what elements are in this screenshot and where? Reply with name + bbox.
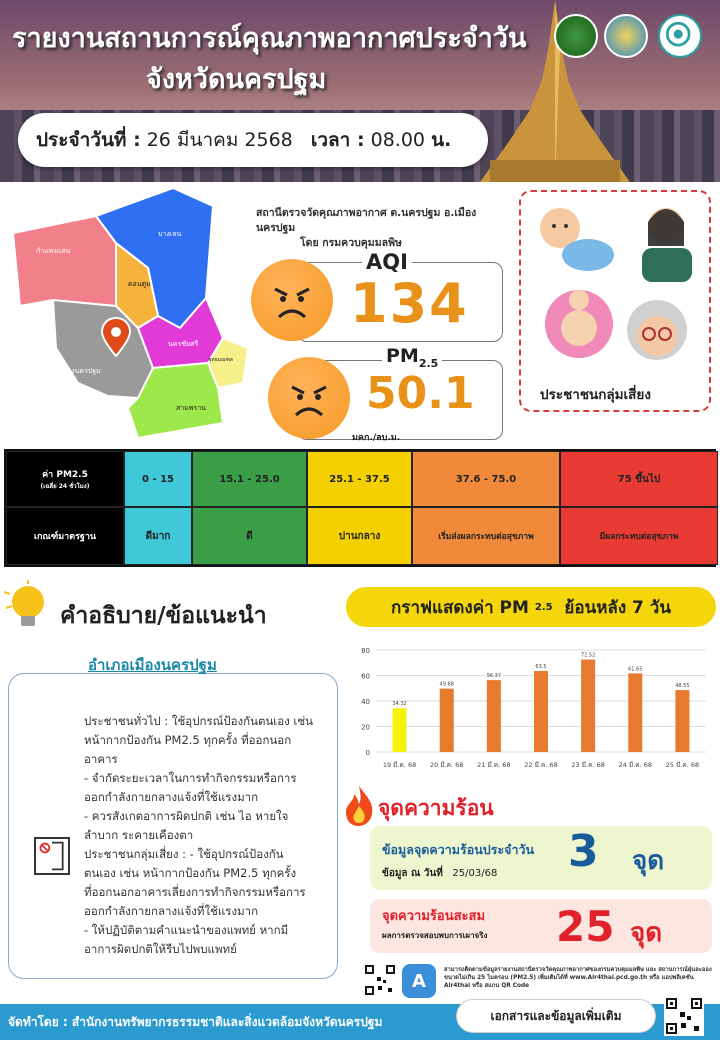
x-tick-label: 25 มี.ค. 68 xyxy=(665,761,700,769)
data-label: 48.55 xyxy=(675,683,690,690)
pm25-bar-chart xyxy=(346,640,716,780)
advice-text xyxy=(84,712,332,959)
advice-line: ตนเอง เช่น หน้ากากป้องกัน PM2.5 ทุกครั้ง xyxy=(84,866,297,880)
level-cell: ดี xyxy=(192,507,307,565)
y-tick-label: 20 xyxy=(361,723,370,732)
aqi-label: AQI xyxy=(362,250,412,274)
advice-district: อำเภอเมืองนครปฐม xyxy=(88,656,217,674)
lightbulb-icon xyxy=(2,578,52,632)
data-label: 63.5 xyxy=(535,664,547,671)
chart-bar xyxy=(440,689,454,752)
range-cell: 15.1 - 25.0 xyxy=(192,451,307,507)
risk-group-label: ประชาชนกลุ่มเสี่ยง xyxy=(540,387,651,403)
angry-face-icon xyxy=(251,259,333,341)
aqi-value: 134 xyxy=(350,272,469,335)
chart-bar xyxy=(534,671,548,752)
graph-title-sub: 2.5 xyxy=(534,601,553,613)
station-info xyxy=(256,206,506,251)
elderly-icon xyxy=(622,298,692,368)
baby-icon xyxy=(530,200,620,280)
y-tick-label: 40 xyxy=(361,698,370,706)
advice-line: ออกกำลังกายกลางแจ้งที่ใช้แรงมาก xyxy=(84,904,259,918)
station-name: สถานีตรวจวัดคุณภาพอากาศ ต.นครปฐม อ.เมืองนครปฐม xyxy=(256,207,477,234)
pcd-logo xyxy=(658,14,702,58)
date-label: ประจำวันที่ : xyxy=(36,129,141,151)
air4thai-app-icon[interactable]: A xyxy=(402,964,436,998)
range-cell: 75 ขึ้นไป xyxy=(560,451,718,507)
time-label: เวลา : xyxy=(310,129,365,151)
advice-line: - จำกัดระยะเวลาในการทำกิจกรรมหรือการ xyxy=(84,771,297,785)
map-label-samphran: สามพราน xyxy=(176,404,206,412)
x-tick-label: 24 มี.ค. 68 xyxy=(618,761,653,769)
pm-header-text: ค่า PM2.5 xyxy=(42,470,88,480)
x-tick-label: 20 มี.ค. 68 xyxy=(429,761,464,769)
advice-line: ที่ออกนอกอาคารเลี่ยงการทำกิจกรรมหรือการ xyxy=(84,885,306,899)
pm25-unit: มคก./ลบ.ม. xyxy=(352,433,401,443)
date-label: ข้อมูล ณ วันที่ xyxy=(382,868,443,879)
advice-line: - ให้ปฏิบัติตามคำแนะนำของแพทย์ หากมี xyxy=(84,923,289,937)
graph-title xyxy=(346,587,716,627)
pm-label-text: PM xyxy=(386,345,419,367)
time-value: 08.00 xyxy=(370,129,426,151)
chart-bar xyxy=(581,660,595,752)
graph-title-text: กราฟแสดงค่า PM xyxy=(391,597,529,618)
table-header-standard: เกณฑ์มาตรฐาน xyxy=(6,507,124,565)
documents-qr-code[interactable] xyxy=(664,996,704,1036)
air4thai-qr-code[interactable] xyxy=(364,964,396,996)
x-tick-label: 19 มี.ค. 68 xyxy=(382,761,417,769)
footer-credit: จัดทำโดย : สำนักงานทรัพยากรธรรมชาติและสิ่งแวดล้อมจังหวัดนครปฐม xyxy=(8,1015,383,1029)
advice-line: ประชาชนกลุ่มเสี่ยง : - ใช้อุปกรณ์ป้องกัน xyxy=(84,847,284,861)
advice-line: ลำบาก ระคายเคืองตา xyxy=(84,828,194,842)
advice-line: ออกกำลังกายกลางแจ้งที่ใช้แรงมาก xyxy=(84,790,259,804)
more-documents-button[interactable]: เอกสารและข้อมูลเพิ่มเติม xyxy=(456,999,656,1033)
chart-bar xyxy=(393,708,407,752)
advice-line: อาคาร xyxy=(84,752,118,766)
hotspot-heading: จุดความร้อน xyxy=(378,796,494,820)
map-label-banglen: บางเลน xyxy=(158,230,182,238)
no-outdoor-icon xyxy=(34,837,70,875)
angry-face-icon xyxy=(268,357,350,439)
level-cell: มีผลกระทบต่อสุขภาพ xyxy=(560,507,718,565)
y-tick-label: 60 xyxy=(361,672,370,681)
pm-header-sub: (เฉลี่ย 24 ชั่วโมง) xyxy=(40,483,90,490)
pm25-label xyxy=(382,345,442,370)
data-label: 49.68 xyxy=(439,681,454,688)
pm25-value: 50.1 xyxy=(366,368,475,419)
province-title: จังหวัดนครปฐม xyxy=(146,64,327,95)
cumulative-hotspot-sub: ผลการตรวจสอบพบการเผาจริง xyxy=(382,931,488,940)
ministry-logo xyxy=(554,14,598,58)
cumulative-hotspot-title: จุดความร้อนสะสม xyxy=(382,909,486,924)
advice-line: - ควรสังเกตอาการผิดปกติ เช่น ไอ หายใจ xyxy=(84,809,289,823)
daily-hotspot-unit: จุด xyxy=(632,846,665,876)
daily-hotspot-date xyxy=(382,866,497,881)
table-header-pm xyxy=(6,451,124,507)
chart-bar xyxy=(487,680,501,752)
daily-hotspot-title: ข้อมูลจุดความร้อนประจำวัน xyxy=(382,842,535,857)
advice-line: อาการผิดปกติให้รีบไปพบแพทย์ xyxy=(84,942,237,956)
fire-icon xyxy=(342,784,376,828)
y-tick-label: 80 xyxy=(361,647,370,655)
info-note: สามารถติดตามข้อมูลรายงานสถานีตรวจวัดคุณภาพอากาศของกรมควบคุมมลพิษ และ สถานการณ์ฝุ่นละอองขนาดไม่เกิน 25 ไมครอน (PM2.5) เพิ่มเติมได้ที่ www.Air4thai.pcd.go.th หรือ แอปพลิเคชัน Air4thai หรือ สแกน QR Code xyxy=(444,967,712,989)
advice-line: หน้ากากป้องกัน PM2.5 ทุกครั้ง ที่ออกนอก xyxy=(84,733,292,747)
sick-woman-icon xyxy=(622,196,708,282)
advice-heading: คำอธิบาย/ข้อแนะนำ xyxy=(60,603,267,629)
time-unit: น. xyxy=(431,129,452,151)
x-tick-label: 22 มี.ค. 68 xyxy=(524,761,558,769)
report-title: รายงานสถานการณ์คุณภาพอากาศประจำวัน xyxy=(12,23,527,54)
daily-hotspot-count: 3 xyxy=(568,826,599,877)
graph-title-suffix: ย้อนหลัง 7 วัน xyxy=(564,597,671,618)
chart-bar xyxy=(675,690,689,752)
data-label: 72.52 xyxy=(580,652,596,659)
cumulative-hotspot-unit: จุด xyxy=(630,918,663,948)
data-label: 56.37 xyxy=(486,673,502,680)
range-cell: 0 - 15 xyxy=(124,451,192,507)
y-tick-label: 0 xyxy=(365,749,370,757)
pm-label-sub: 2.5 xyxy=(418,356,439,370)
cumulative-hotspot-count: 25 xyxy=(556,902,615,951)
pregnant-woman-icon xyxy=(544,286,614,362)
level-cell: ดีมาก xyxy=(124,507,192,565)
map-label-dontum: ดอนตูม xyxy=(128,280,151,288)
province-logo xyxy=(604,14,648,58)
pm25-scale-table xyxy=(4,449,716,567)
date-time-box xyxy=(18,113,488,167)
date-value: 25/03/68 xyxy=(452,868,498,879)
level-cell: เริ่มส่งผลกระทบต่อสุขภาพ xyxy=(412,507,560,565)
map-label-mueang: เมืองนครปฐม xyxy=(60,367,101,375)
level-cell: ปานกลาง xyxy=(307,507,412,565)
map-label-kamphaeng: กำแพงแสน xyxy=(36,247,71,255)
advice-line: ประชาชนทั่วไป : ใช้อุปกรณ์ป้องกันตนเอง เช่น xyxy=(84,714,314,728)
range-cell: 37.6 - 75.0 xyxy=(412,451,560,507)
x-tick-label: 21 มี.ค. 68 xyxy=(477,761,511,769)
district-kamphaeng xyxy=(13,216,116,306)
range-cell: 25.1 - 37.5 xyxy=(307,451,412,507)
map-label-nakhonchai: นครชัยศรี xyxy=(168,340,199,348)
x-tick-label: 23 มี.ค. 68 xyxy=(571,761,605,769)
data-label: 61.65 xyxy=(628,666,643,673)
data-label: 34.32 xyxy=(392,701,407,708)
date-value: 26 มีนาคม 2568 xyxy=(146,129,293,151)
province-map xyxy=(8,188,253,438)
chart-bar xyxy=(628,673,642,752)
map-label-phutthamonthon: พุทธมณฑล xyxy=(208,357,233,363)
station-agency: โดย กรมควบคุมมลพิษ xyxy=(300,237,402,249)
